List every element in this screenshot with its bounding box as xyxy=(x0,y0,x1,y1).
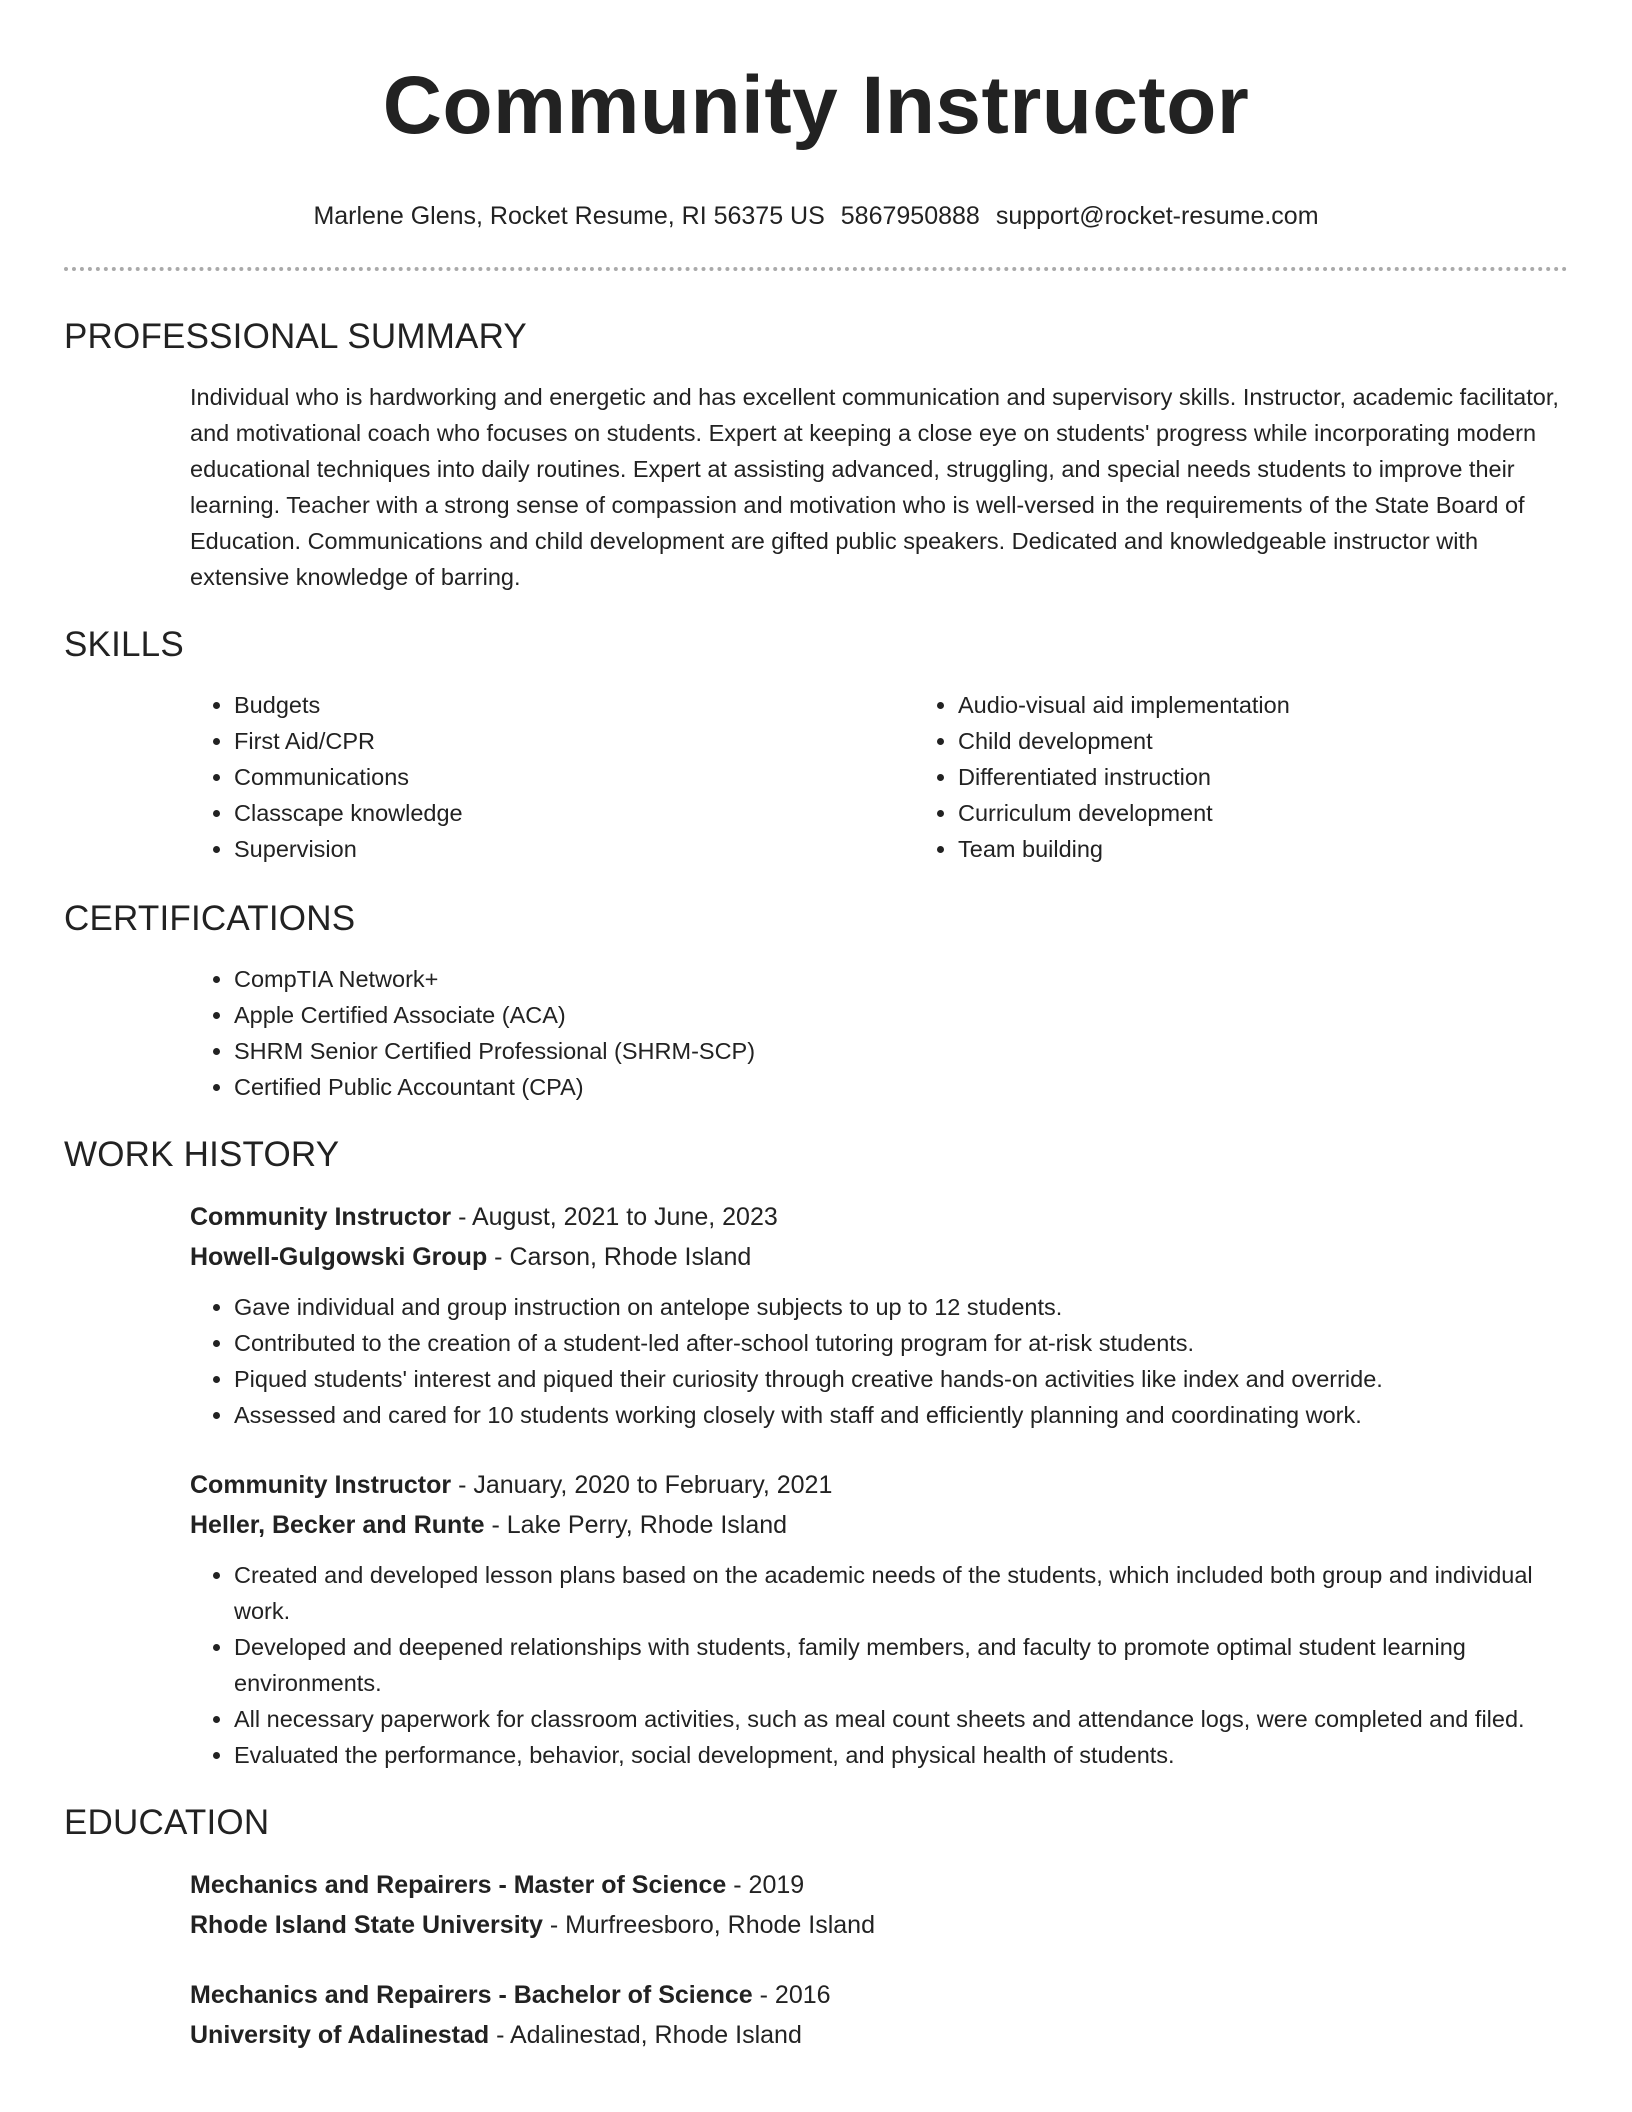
job-duty: • Contributed to the creation of a student-led after-school tutoring program for at-risk students. xyxy=(234,1325,1568,1361)
certifications-heading: CERTIFICATIONS xyxy=(64,899,356,938)
work-history-heading: WORK HISTORY xyxy=(64,1135,340,1174)
job-dates: - August, 2021 to June, 2023 xyxy=(451,1203,778,1231)
job-role: Community Instructor xyxy=(190,1203,452,1231)
job-company-line xyxy=(190,1505,1568,1545)
education-degree-line xyxy=(190,1975,1568,2015)
candidate-name: Community Instructor xyxy=(382,60,1250,151)
job-entry xyxy=(190,1197,1568,1433)
skills-list-left xyxy=(190,687,914,867)
summary-text: Individual who is hardworking and energetic and has excellent communication and supervisory skills. Instructor, academic facilitator, and motivational coach who focuses on students. Expert at keeping a close eye on students' progress while incorporating modern educational techniques into daily routines. Expert at assisting advanced, struggling, and special needs students to improve their learning. Teacher with a strong sense of compassion and motivation who is well-versed in the requirements of the State Board of Education. Communications and child development are gifted public speakers. Dedicated and knowledgeable instructor with extensive knowledge of barring. xyxy=(190,384,1559,590)
education-entry xyxy=(190,1975,1568,2055)
summary-section xyxy=(64,315,1568,595)
skills-list-right xyxy=(914,687,1632,867)
job-duty: • Evaluated the performance, behavior, social development, and physical health of students. xyxy=(234,1737,1568,1773)
certification-item: • SHRM Senior Certified Professional (SHRM-SCP) xyxy=(234,1033,1568,1069)
header-divider xyxy=(64,267,1568,271)
job-duty: • Developed and deepened relationships with students, family members, and faculty to promote optimal student learning environments. xyxy=(234,1629,1568,1701)
education-degree: Mechanics and Repairers - Master of Science xyxy=(190,1871,727,1899)
contact-line xyxy=(0,202,1632,231)
certification-item: • Apple Certified Associate (ACA) xyxy=(234,997,1568,1033)
education-school-line xyxy=(190,2015,1568,2055)
education-heading: EDUCATION xyxy=(64,1803,270,1842)
certification-item: • CompTIA Network+ xyxy=(234,961,1568,997)
job-dates: - January, 2020 to February, 2021 xyxy=(451,1471,833,1499)
skill-item: • Audio-visual aid implementation xyxy=(958,687,1632,723)
certifications-list xyxy=(190,961,1568,1105)
job-location: - Carson, Rhode Island xyxy=(487,1243,752,1271)
job-duty: • Gave individual and group instruction on antelope subjects to up to 12 students. xyxy=(234,1289,1568,1325)
skill-item: • Child development xyxy=(958,723,1632,759)
skill-item: • Team building xyxy=(958,831,1632,867)
education-degree: Mechanics and Repairers - Bachelor of Science xyxy=(190,1981,753,2009)
education-school: Rhode Island State University xyxy=(190,1911,543,1939)
education-year: - 2019 xyxy=(726,1871,805,1899)
job-duty: • Assessed and cared for 10 students working closely with staff and efficiently planning and coordinating work. xyxy=(234,1397,1568,1433)
job-company-line xyxy=(190,1237,1568,1277)
skills-grid xyxy=(190,687,1568,867)
work-history-section xyxy=(64,1133,1568,1773)
job-entry xyxy=(190,1465,1568,1773)
skill-item: • Classcape knowledge xyxy=(234,795,914,831)
resume-header xyxy=(0,0,1632,231)
certification-item: • Certified Public Accountant (CPA) xyxy=(234,1069,1568,1105)
education-year: - 2016 xyxy=(752,1981,831,2009)
job-company: Heller, Becker and Runte xyxy=(190,1511,485,1539)
education-section xyxy=(64,1801,1568,2055)
education-entry xyxy=(190,1865,1568,1945)
education-location: - Adalinestad, Rhode Island xyxy=(489,2021,802,2049)
job-duty: • Piqued students' interest and piqued their curiosity through creative hands-on activities like index and override. xyxy=(234,1361,1568,1397)
certifications-section xyxy=(64,897,1568,1105)
job-duty: • Created and developed lesson plans based on the academic needs of the students, which included both group and individual work. xyxy=(234,1557,1568,1629)
skill-item: • Differentiated instruction xyxy=(958,759,1632,795)
skill-item: • First Aid/CPR xyxy=(234,723,914,759)
skill-item: • Budgets xyxy=(234,687,914,723)
job-location: - Lake Perry, Rhode Island xyxy=(484,1511,788,1539)
job-company: Howell-Gulgowski Group xyxy=(190,1243,488,1271)
skill-item: • Curriculum development xyxy=(958,795,1632,831)
job-title-line xyxy=(190,1465,1568,1505)
education-school-line xyxy=(190,1905,1568,1945)
job-duties-list xyxy=(190,1289,1568,1433)
summary-heading: PROFESSIONAL SUMMARY xyxy=(64,317,527,356)
job-title-line xyxy=(190,1197,1568,1237)
contact-phone: 5867950888 xyxy=(840,202,980,230)
job-duty: • All necessary paperwork for classroom activities, such as meal count sheets and attendance logs, were completed and filed. xyxy=(234,1701,1568,1737)
job-duties-list xyxy=(190,1557,1568,1773)
job-role: Community Instructor xyxy=(190,1471,452,1499)
contact-email: support@rocket-resume.com xyxy=(995,202,1319,230)
skills-section xyxy=(64,623,1568,867)
education-school: University of Adalinestad xyxy=(190,2021,490,2049)
education-location: - Murfreesboro, Rhode Island xyxy=(542,1911,875,1939)
contact-address: Marlene Glens, Rocket Resume, RI 56375 US xyxy=(313,202,825,230)
skill-item: • Communications xyxy=(234,759,914,795)
skill-item: • Supervision xyxy=(234,831,914,867)
skills-heading: SKILLS xyxy=(64,625,184,664)
education-degree-line xyxy=(190,1865,1568,1905)
